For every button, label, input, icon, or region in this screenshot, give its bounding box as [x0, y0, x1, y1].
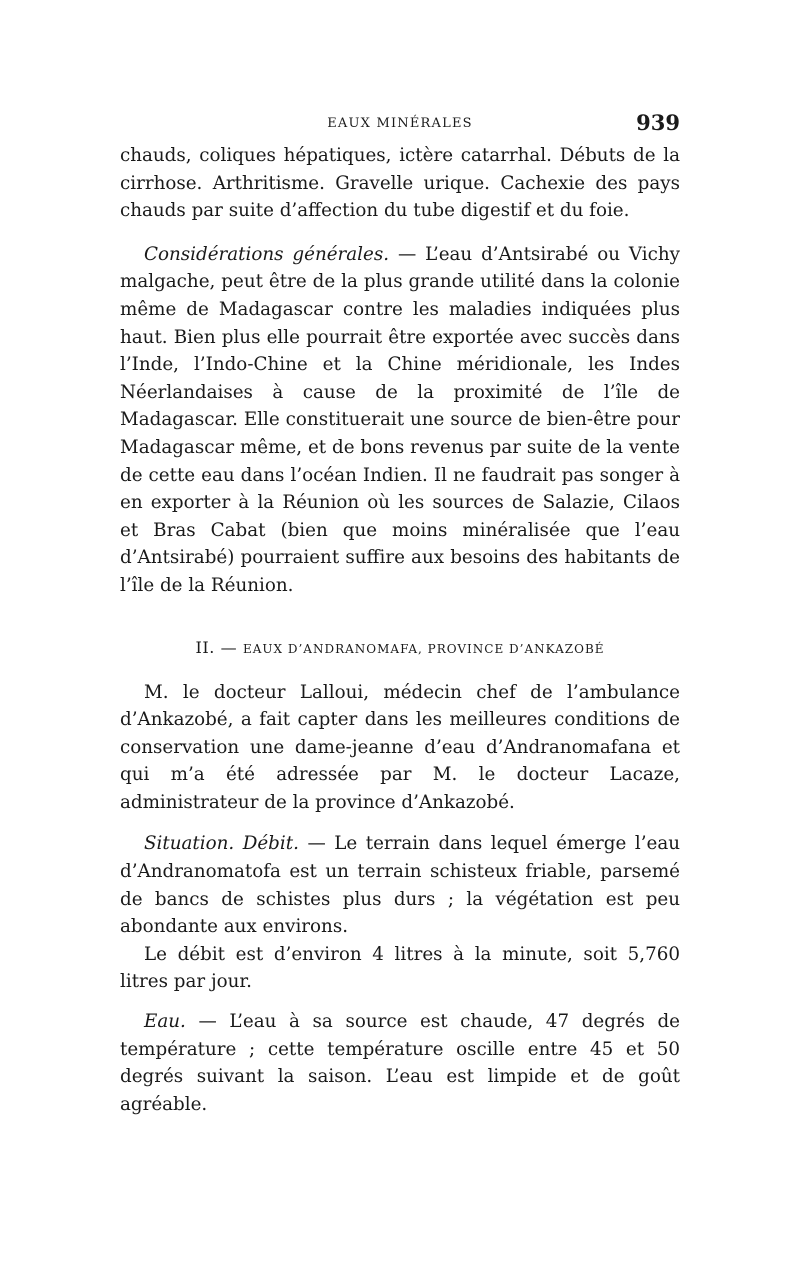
paragraph-situation-text: — Le terrain dans lequel émerge l’eau d’Andranomatofa est un terrain schisteux friable, parsemé de bancs de schistes plus durs ; la végétation est peu abondante aux environs.: [120, 833, 681, 938]
paragraph-indications: chauds, coliques hépatiques, ictère catarrhal. Débuts de la cirrhose. Arthritisme. Gravelle urique. Cachexie des pays chauds par suite d’affection du tube digestif et du foie.: [120, 145, 680, 222]
paragraph-considerations: [120, 241, 680, 600]
paragraph-water-text: — L’eau à sa source est chaude, 47 degrés de température ; cette température oscille entre 45 et 50 degrés suivant la saison. L’eau est limpide et de goût agréable.: [120, 1011, 680, 1115]
page-number: 939: [636, 110, 680, 135]
paragraph-considerations-heading: Considérations générales.: [144, 243, 390, 265]
book-page: [120, 108, 680, 1118]
running-header: [120, 108, 680, 142]
section-number: II. —: [195, 637, 243, 657]
paragraph-water-heading: Eau.: [144, 1011, 186, 1033]
section-title: EAUX D’ANDRANOMAFA, PROVINCE D’ANKAZOBÉ: [242, 641, 605, 656]
paragraph-introduction: M. le docteur Lalloui, médecin chef de l’ambulance d’Ankazobé, a fait capter dans les meilleures conditions de conservation une dame-jeanne d’eau d’Andranomafana et qui m’a été adressée par M. le docteur Lacaze, administrateur de la province d’Ankazobé.: [120, 681, 680, 813]
paragraph-situation: [120, 830, 680, 940]
paragraph-situation-heading: Situation. Débit.: [144, 833, 299, 855]
paragraph-considerations-text: — L’eau d’Antsirabé ou Vichy malgache, peut être de la plus grande utilité dans la colonie même de Madagascar contre les maladies indiquées plus haut. Bien plus elle pourrait être exportée avec succès dans l’Inde, l’Indo-Chine et la Chine méridionale, les Indes Néerlandaises à cause de la proximité de l’île de Madagascar. Elle constituerait une source de bien-être pour Madagascar même, et de bons revenus par suite de la vente de cette eau dans l’océan Indien. Il ne faudrait pas songer à en exporter à la Réunion où les sources de Salazie, Cilaos et Bras Cabat (bien que moins minéralisée que l’eau d’Antsirabé) pourraient suffire aux besoins des habitants de l’île de la Réunion.: [120, 243, 680, 596]
section-heading: [120, 638, 680, 657]
paragraph-water: [120, 1008, 680, 1118]
running-title: EAUX MINÉRALES: [327, 116, 473, 131]
paragraph-flow-rate: Le débit est d’environ 4 litres à la minute, soit 5,760 litres par jour.: [120, 943, 680, 993]
